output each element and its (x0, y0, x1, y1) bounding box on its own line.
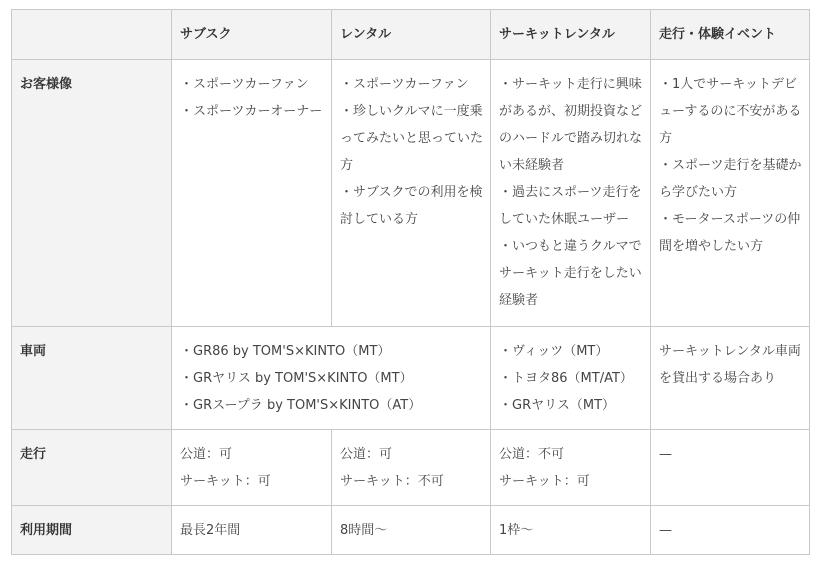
row-label-customer: お客様像 (12, 60, 172, 327)
row-label-driving: 走行 (12, 430, 172, 506)
cell-customer-driving-event (651, 60, 810, 327)
list-item: 公道：可 (180, 447, 233, 462)
comparison-table-container (11, 9, 809, 555)
cell-driving-driving-event (651, 430, 810, 506)
cell-driving-rental (332, 430, 491, 506)
cell-driving-circuit-rental (491, 430, 651, 506)
list-item: ・GRヤリス（MT） (499, 398, 616, 413)
list-item: ・GRスープラ by TOM'S×KINTO（AT） (180, 398, 422, 413)
list-item: サーキット：不可 (340, 474, 444, 489)
list-item: ・スポーツカーオーナー (180, 104, 323, 119)
list-item: ・GR86 by TOM'S×KINTO（MT） (180, 344, 391, 359)
list-item: ・サブスクでの利用を検討している方 (340, 185, 483, 227)
list-item: ・スポーツカーファン (340, 77, 469, 92)
row-label-period: 利用期間 (12, 506, 172, 555)
row-customer (12, 60, 810, 327)
list-item: サーキット：可 (180, 474, 271, 489)
cell-period-circuit-rental: 1枠〜 (491, 506, 651, 555)
list-item: ・ヴィッツ（MT） (499, 344, 609, 359)
list-item: サーキットレンタル車両を貸出する場合あり (659, 344, 801, 386)
cell-period-subscription: 最長2年間 (172, 506, 332, 555)
cell-driving-subscription (172, 430, 332, 506)
header-corner-cell (12, 10, 172, 60)
row-driving (12, 430, 810, 506)
header-row (12, 10, 810, 60)
list-item: ・珍しいクルマに一度乗ってみたいと思っていた方 (340, 104, 484, 173)
list-item: ・1人でサーキットデビューするのに不安がある方 (659, 77, 802, 146)
list-item: ・GRヤリス by TOM'S×KINTO（MT） (180, 371, 413, 386)
cell-customer-subscription (172, 60, 332, 327)
cell-vehicle-subscription-rental (172, 327, 491, 430)
list-item: ・サーキット走行に興味があるが、初期投資などのハードルで踏み切れない未経験者 (499, 77, 643, 173)
list-item: ・いつもと違うクルマでサーキット走行をしたい経験者 (499, 239, 642, 308)
list-item: 公道：可 (340, 447, 393, 462)
list-item: ・スポーツカーファン (180, 77, 309, 92)
list-item: ・トヨタ86（MT/AT） (499, 371, 633, 386)
row-vehicle (12, 327, 810, 430)
header-subscription: サブスク (172, 10, 332, 60)
cell-vehicle-driving-event (651, 327, 810, 430)
list-item: ・過去にスポーツ走行をしていた休眠ユーザー (499, 185, 642, 227)
list-item: 公道：不可 (499, 447, 565, 462)
row-period (12, 506, 810, 555)
header-rental: レンタル (332, 10, 491, 60)
list-item: — (659, 447, 672, 462)
service-comparison-table (11, 9, 810, 555)
list-item: サーキット：可 (499, 474, 590, 489)
cell-period-driving-event: — (651, 506, 810, 555)
header-circuit-rental: サーキットレンタル (491, 10, 651, 60)
row-label-vehicle: 車両 (12, 327, 172, 430)
cell-customer-circuit-rental (491, 60, 651, 327)
cell-customer-rental (332, 60, 491, 327)
list-item: ・スポーツ走行を基礎から学びたい方 (659, 158, 802, 200)
header-driving-event: 走行・体験イベント (651, 10, 810, 60)
cell-vehicle-circuit-rental (491, 327, 651, 430)
list-item: ・モータースポーツの仲間を増やしたい方 (659, 212, 801, 254)
cell-period-rental: 8時間〜 (332, 506, 491, 555)
